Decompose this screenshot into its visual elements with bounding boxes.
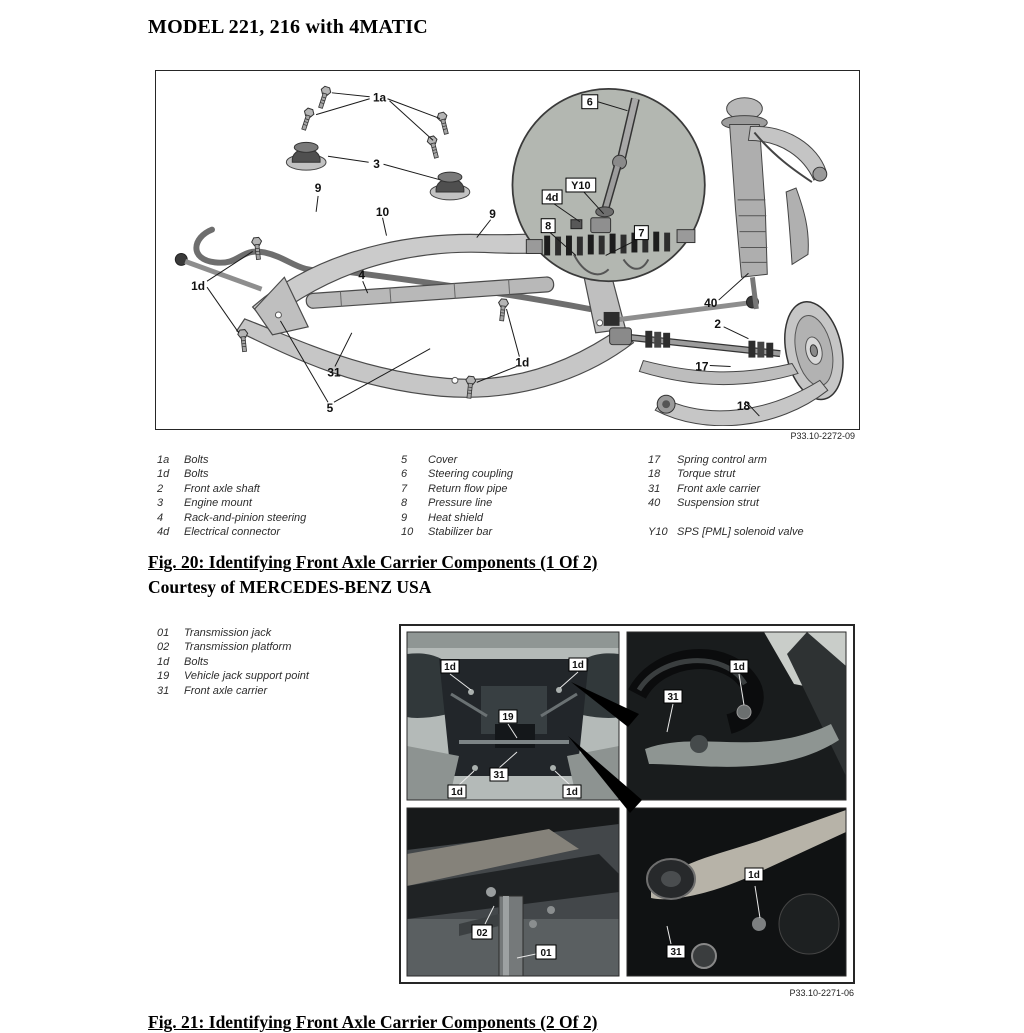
- legend-row: [401, 511, 631, 525]
- suspension-strut: [730, 125, 768, 278]
- callout-label: 19: [502, 712, 514, 723]
- legend-label: Electrical connector: [184, 525, 280, 538]
- callout-label: Y10: [571, 180, 591, 193]
- callout-label: 31: [493, 770, 505, 781]
- legend-label: SPS [PML] solenoid valve: [677, 525, 804, 538]
- legend-key: 01: [157, 627, 170, 639]
- front-axle-shaft: [610, 328, 781, 358]
- callout-label: 5: [326, 401, 334, 416]
- callout-label: 3: [373, 157, 380, 172]
- legend-row: [648, 496, 883, 510]
- legend-key: 3: [157, 497, 164, 510]
- callout-label: 7: [638, 227, 645, 240]
- callout-label: 6: [586, 96, 593, 109]
- legend-key: 1d: [157, 655, 170, 668]
- legend-key: 2: [157, 482, 164, 495]
- legend-label: Front axle carrier: [184, 684, 268, 697]
- legend-key: 18: [648, 468, 661, 481]
- legend-key: 6: [401, 468, 408, 481]
- legend-row: [401, 467, 631, 481]
- callout-label: 18: [736, 399, 751, 414]
- legend-key: 9: [401, 511, 408, 524]
- legend-label: Cover: [428, 454, 458, 466]
- callout-label: 1d: [515, 355, 530, 370]
- legend-row: [157, 467, 397, 481]
- legend-row: [401, 525, 631, 539]
- fig20-courtesy: Courtesy of MERCEDES-BENZ USA: [148, 577, 432, 597]
- legend-row: [401, 496, 631, 510]
- legend-row: [648, 525, 883, 539]
- tie-rod-right: [604, 296, 759, 326]
- sps-solenoid-valve: [591, 218, 611, 233]
- fig20-legend-col2: [401, 453, 631, 539]
- legend-row: [157, 669, 417, 683]
- steering-detail-inset: [512, 89, 704, 281]
- tie-rod-left: [175, 253, 261, 289]
- callout-label: 01: [540, 948, 552, 959]
- legend-key: 4: [157, 511, 164, 524]
- legend-label: Engine mount: [184, 497, 252, 510]
- callout-label: 1d: [733, 662, 745, 673]
- fig20-caption-block: [148, 552, 597, 598]
- legend-key: 31: [648, 482, 661, 495]
- legend-label: Suspension strut: [677, 497, 759, 510]
- callout-label: 1d: [444, 662, 456, 673]
- spring-control-arm: [639, 361, 798, 385]
- callout-label: 1d: [451, 787, 463, 798]
- legend-key: 4d: [157, 525, 170, 538]
- legend-row: [401, 453, 631, 467]
- engine-mount-left: [286, 142, 326, 170]
- legend-key: 02: [157, 641, 170, 654]
- callout-label: 9: [314, 180, 322, 195]
- fig20-diagram: [155, 70, 860, 430]
- legend-key: 17: [648, 454, 661, 466]
- photo-transmission-jack: [407, 808, 619, 976]
- callout-label: 31: [670, 947, 682, 958]
- legend-row: [157, 626, 417, 640]
- callout-label: 02: [476, 928, 488, 939]
- legend-label: Transmission platform: [184, 641, 292, 654]
- legend-row: [648, 482, 883, 496]
- callout-label: 17: [695, 359, 709, 374]
- fig21-photos: [399, 624, 855, 984]
- callout-label: 1d: [566, 787, 578, 798]
- fig20-legend-col3: [648, 453, 883, 539]
- callout-label: 1d: [572, 660, 584, 671]
- legend-label: Bolts: [184, 655, 209, 668]
- legend-row: [157, 496, 397, 510]
- legend-row: [157, 482, 397, 496]
- fig21-photo-collage: [399, 624, 855, 984]
- callout-label: 1a: [372, 90, 387, 105]
- legend-label: Bolts: [184, 454, 209, 466]
- legend-row: [648, 467, 883, 481]
- legend-row: [157, 453, 397, 467]
- legend-label: Vehicle jack support point: [184, 670, 309, 683]
- legend-key: 5: [401, 454, 408, 466]
- legend-key: 19: [157, 670, 170, 683]
- callout-label: 4d: [545, 191, 559, 204]
- legend-key: 10: [401, 525, 414, 538]
- callout-label: 40: [704, 296, 718, 311]
- callout-label: 9: [489, 206, 496, 221]
- legend-key: 1a: [157, 454, 170, 466]
- legend-row: [157, 640, 417, 654]
- callout-label: 1d: [191, 279, 206, 294]
- engine-mount-right: [430, 172, 470, 200]
- legend-key: 8: [401, 497, 408, 510]
- legend-label: Front axle carrier: [677, 482, 761, 495]
- fig20-caption: Fig. 20: Identifying Front Axle Carrier Components (1 Of 2): [148, 552, 598, 572]
- legend-key: Y10: [648, 525, 668, 538]
- legend-gap: [648, 511, 883, 525]
- fig20-ref-number: P33.10-2272-09: [790, 431, 855, 441]
- legend-label: Heat shield: [428, 511, 484, 524]
- callout-label: 31: [667, 692, 679, 703]
- page-title: MODEL 221, 216 with 4MATIC: [148, 16, 428, 38]
- legend-label: Return flow pipe: [428, 482, 508, 495]
- callout-label: 10: [375, 204, 390, 219]
- legend-key: 7: [401, 482, 408, 495]
- photo-torque-strut-closeup: [627, 808, 846, 976]
- legend-label: Front axle shaft: [184, 482, 260, 495]
- legend-row: [157, 684, 417, 698]
- legend-label: Bolts: [184, 468, 209, 481]
- fig21-legend: [157, 626, 417, 698]
- fig21-ref-number: P33.10-2271-06: [789, 988, 854, 998]
- legend-label: Pressure line: [428, 497, 493, 510]
- callout-label: 1d: [748, 870, 760, 881]
- legend-row: [648, 453, 883, 467]
- legend-label: Rack-and-pinion steering: [184, 511, 307, 524]
- callout-label: 4: [358, 268, 366, 283]
- photo-carrier-bolt-closeup: [627, 632, 846, 800]
- legend-label: Spring control arm: [677, 454, 767, 466]
- legend-label: Transmission jack: [184, 627, 272, 639]
- legend-row: [401, 482, 631, 496]
- legend-row: [157, 511, 397, 525]
- steering-knuckle: [786, 188, 808, 264]
- legend-row: [157, 655, 417, 669]
- callout-label: 8: [545, 220, 552, 233]
- legend-key: 31: [157, 684, 170, 697]
- legend-label: Stabilizer bar: [428, 525, 493, 538]
- fig21-caption: Fig. 21: Identifying Front Axle Carrier Components (2 Of 2): [148, 1012, 598, 1032]
- legend-key: 40: [648, 497, 661, 510]
- legend-row: [157, 525, 397, 539]
- callout-label: 31: [327, 365, 341, 380]
- electrical-connector: [571, 220, 582, 229]
- fig20-legend-col1: [157, 453, 397, 539]
- legend-label: Steering coupling: [428, 468, 514, 481]
- legend-key: 1d: [157, 468, 170, 481]
- fig20-drawing: [156, 71, 856, 426]
- legend-label: Torque strut: [677, 468, 736, 481]
- callout-label: 2: [714, 316, 722, 331]
